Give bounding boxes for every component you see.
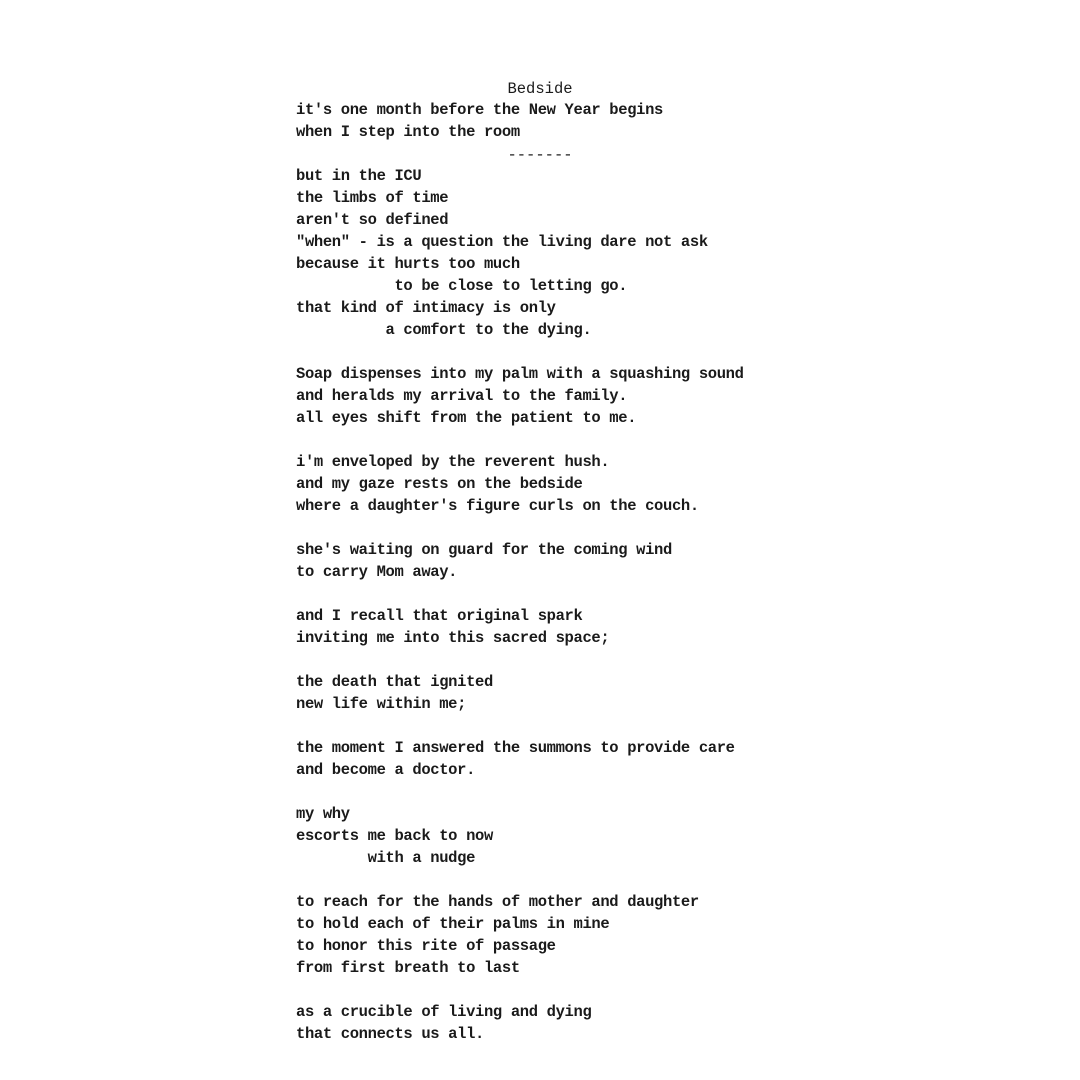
title-underline: ------- (507, 146, 573, 164)
poem-line: the moment I answered the summons to provide care (296, 739, 735, 757)
poem-line: but in the ICU (296, 167, 422, 185)
stanza (296, 451, 744, 517)
stanza (296, 363, 744, 429)
poem-line: she's waiting on guard for the coming wind (296, 541, 672, 559)
poem-line: the limbs of time (296, 189, 449, 207)
stanza (296, 99, 744, 143)
poem-line: and I recall that original spark (296, 607, 583, 625)
stanza (296, 803, 744, 869)
poem-line: to honor this rite of passage (296, 937, 556, 955)
stanza (296, 539, 744, 583)
poem-title: Bedside (507, 80, 573, 98)
poem-line: Soap dispenses into my palm with a squashing sound (296, 365, 744, 383)
poem-line: escorts me back to now (296, 827, 493, 845)
stanza (296, 165, 744, 341)
poem-line: my why (296, 805, 350, 823)
poem-line: to carry Mom away. (296, 563, 458, 581)
poem-body (296, 99, 744, 1045)
poem-line: where a daughter's figure curls on the couch. (296, 497, 699, 515)
poem-line: and heralds my arrival to the family. (296, 387, 628, 405)
poem-line: "when" - is a question the living dare not ask (296, 233, 708, 251)
poem-line: to be close to letting go. (296, 277, 628, 295)
poem-line: that connects us all. (296, 1025, 484, 1043)
poem-line: because it hurts too much (296, 255, 520, 273)
poem-line: all eyes shift from the patient to me. (296, 409, 637, 427)
poem-line: aren't so defined (296, 211, 449, 229)
poem-line: as a crucible of living and dying (296, 1003, 592, 1021)
poem-line: inviting me into this sacred space; (296, 629, 610, 647)
poem-line: the death that ignited (296, 673, 493, 691)
poem-line: to hold each of their palms in mine (296, 915, 610, 933)
poem-line: it's one month before the New Year begins (296, 101, 664, 119)
stanza (296, 737, 744, 781)
stanza (296, 1001, 744, 1045)
poem-line: that kind of intimacy is only (296, 299, 556, 317)
poem-line: from first breath to last (296, 959, 520, 977)
poem-line: a comfort to the dying. (296, 321, 592, 339)
stanza (296, 671, 744, 715)
poem-line: new life within me; (296, 695, 467, 713)
stanza (296, 605, 744, 649)
poem-line: i'm enveloped by the reverent hush. (296, 453, 610, 471)
poem-line: and become a doctor. (296, 761, 476, 779)
poem-line: and my gaze rests on the bedside (296, 475, 583, 493)
poem-line: to reach for the hands of mother and daughter (296, 893, 699, 911)
poem-line: when I step into the room (296, 123, 520, 141)
poem-line: with a nudge (296, 849, 476, 867)
stanza (296, 891, 744, 979)
